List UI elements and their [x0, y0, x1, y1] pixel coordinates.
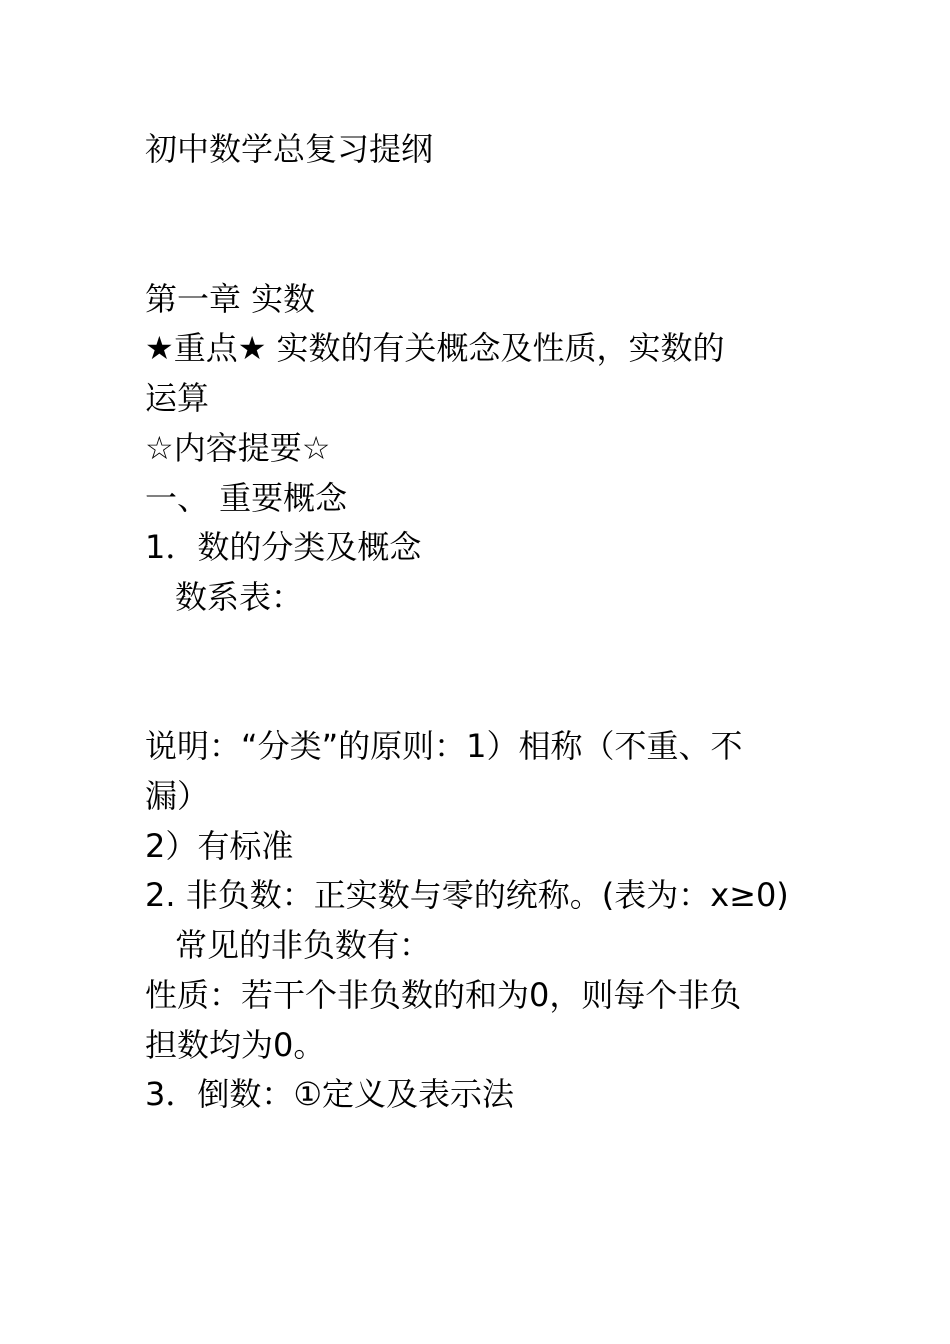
section-heading-1: 一、 重要概念 [145, 479, 348, 517]
chapter-heading: 第一章 实数 [145, 280, 316, 318]
note-line-1: 说明：“分类”的原则：1）相称（不重、不 [145, 727, 743, 765]
item-2-heading: 2. 非负数：正实数与零的统称。(表为：x≥0) [145, 876, 789, 914]
note-line-3: 2）有标准 [145, 827, 294, 865]
property-line-1: 性质：若干个非负数的和为0，则每个非负 [145, 976, 742, 1014]
item-3-heading: 3．倒数：①定义及表示法 [145, 1075, 515, 1113]
focus-line-1: ★重点★ 实数的有关概念及性质，实数的 [145, 329, 725, 367]
focus-line-2: 运算 [145, 379, 210, 417]
number-table-label: 数系表： [175, 578, 304, 616]
content-heading: ☆内容提要☆ [145, 429, 331, 467]
note-line-2: 漏） [145, 777, 210, 815]
property-line-2: 担数均为0。 [145, 1026, 326, 1064]
item-1-heading: 1．数的分类及概念 [145, 528, 422, 566]
document-title: 初中数学总复习提纲 [145, 130, 434, 168]
common-nonnegative-label: 常见的非负数有： [175, 926, 432, 964]
